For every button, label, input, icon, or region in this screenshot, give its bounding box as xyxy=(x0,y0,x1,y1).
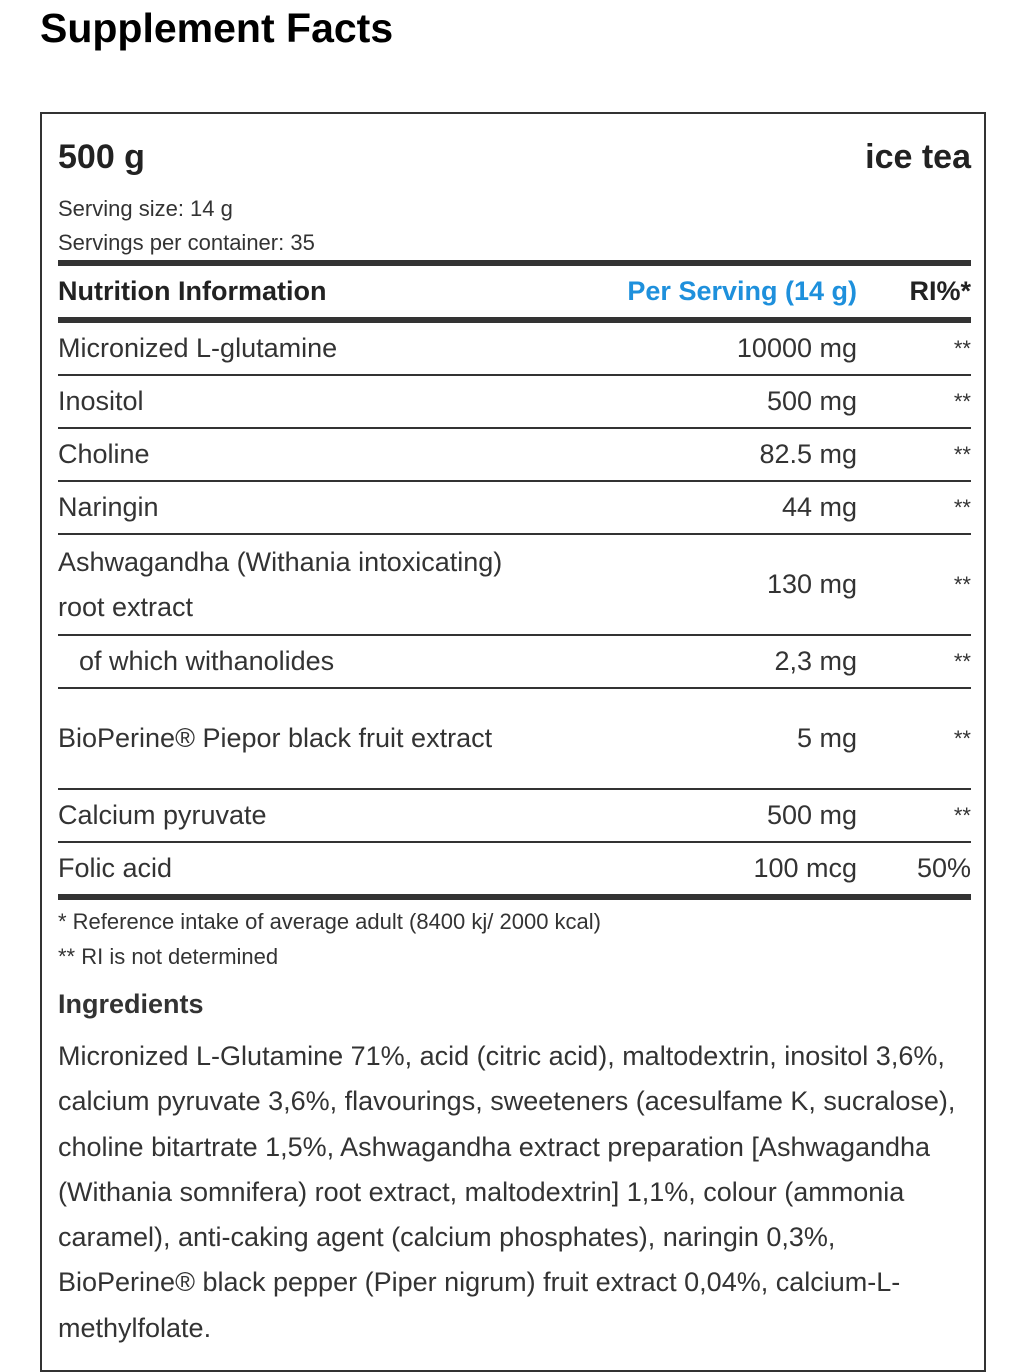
table-row xyxy=(58,429,971,480)
product-header xyxy=(58,138,971,182)
table-row xyxy=(58,482,971,533)
footnote-ri-not-determined: ** RI is not determined xyxy=(58,944,279,969)
ingredients-list: Micronized L-Glutamine 71%, acid (citric acid), maltodextrin, inositol 3,6%, calcium pyruvate 3,6%, flavourings, sweeteners (acesulfame K, sucralose), choline bitartrate 1,5%, Ashwagandha extract preparation [Ashwagandha (Withania somnifera) root extract, maltodextrin] 1,1%, colour (ammonia caramel), anti-caking agent (calcium phosphates), naringin 0,3%, BioPerine® black pepper (Piper nigrum) fruit extract 0,04%, calcium-L-methylfolate. xyxy=(58,1041,956,1343)
row-amount: 10000 mg xyxy=(736,333,857,363)
row-ri: ** xyxy=(953,495,971,520)
row-name: Choline xyxy=(58,439,150,469)
package-size: 500 g xyxy=(58,138,145,176)
row-amount: 100 mcg xyxy=(753,853,857,883)
page-title: Supplement Facts xyxy=(40,5,394,51)
ingredients-heading: Ingredients xyxy=(58,989,204,1019)
panel-content xyxy=(58,114,971,1351)
row-amount: 500 mg xyxy=(766,386,857,416)
servings-per-container: Servings per container: 35 xyxy=(58,230,315,255)
column-header-ri: RI%* xyxy=(909,276,971,306)
row-amount: 2,3 mg xyxy=(774,646,857,676)
table-header xyxy=(58,266,971,317)
row-ri: ** xyxy=(953,389,971,414)
row-ri: ** xyxy=(953,336,971,361)
row-name: BioPerine® Piepor black fruit extract xyxy=(58,723,493,753)
row-name: Folic acid xyxy=(58,853,173,883)
row-name: Micronized L-glutamine xyxy=(58,333,338,363)
row-name: Inositol xyxy=(58,386,144,416)
row-ri: ** xyxy=(953,649,971,674)
row-name: Calcium pyruvate xyxy=(58,800,267,830)
table-row xyxy=(58,376,971,427)
row-ri: ** xyxy=(953,803,971,828)
row-amount: 130 mg xyxy=(766,569,857,599)
column-header-name: Nutrition Information xyxy=(58,276,327,306)
table-row xyxy=(58,535,971,634)
row-name: of which withanolides xyxy=(79,646,335,676)
row-amount: 5 mg xyxy=(796,723,857,753)
row-amount: 500 mg xyxy=(766,800,857,830)
footnote-reference-intake: * Reference intake of average adult (8400 kj/ 2000 kcal) xyxy=(58,909,601,934)
serving-size: Serving size: 14 g xyxy=(58,196,233,221)
table-row xyxy=(58,790,971,841)
row-ri: 50% xyxy=(916,853,971,883)
supplement-facts-panel xyxy=(40,112,986,1372)
flavor-label: ice tea xyxy=(865,138,971,176)
column-header-amount: Per Serving (14 g) xyxy=(627,276,857,306)
table-footer-rule xyxy=(58,894,971,900)
row-amount: 44 mg xyxy=(781,492,857,522)
row-name: Ashwagandha (Withania intoxicating) root extract xyxy=(58,546,503,622)
row-amount: 82.5 mg xyxy=(759,439,857,469)
row-ri: ** xyxy=(953,726,971,751)
row-name: Naringin xyxy=(58,492,159,522)
row-ri: ** xyxy=(953,572,971,597)
table-row xyxy=(58,323,971,374)
table-row xyxy=(58,843,971,894)
table-row xyxy=(58,689,971,788)
table-row-sub xyxy=(58,636,971,687)
row-ri: ** xyxy=(953,442,971,467)
